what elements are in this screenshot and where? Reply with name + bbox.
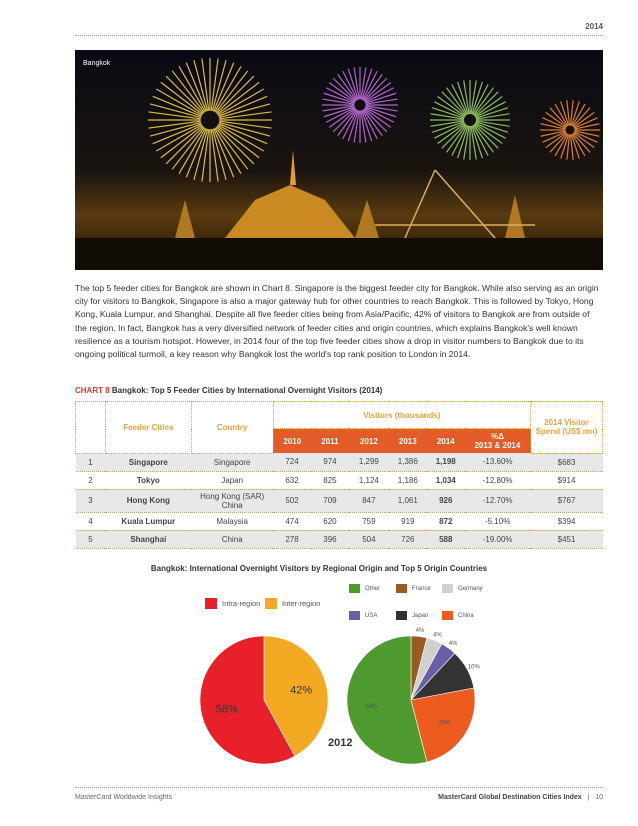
value-cell: 847 [349,489,389,512]
year-header: 2010 [273,429,311,454]
footer-divider [75,787,603,788]
value-cell: 1,186 [389,471,427,489]
value-cell: 1,299 [349,453,389,471]
legend-label: Other [365,585,381,592]
city-cell: Hong Kong [105,489,191,512]
photo-caption: Bangkok [83,60,111,67]
spend-cell: $394 [531,512,603,530]
chart8-label: CHART 8 [75,386,110,395]
page-number: 10 [595,794,603,801]
pie-value-label: 42% [290,684,313,697]
country-cell: Japan [191,471,273,489]
value-cell: 1,034 [427,471,465,489]
legend-label: China [458,612,474,619]
pct-cell: -19.00% [465,530,531,548]
value-cell: 278 [273,530,311,548]
pie-year-label: 2012 [328,737,353,749]
visitors-header: Visitors (thousands) [273,402,531,429]
chart8-title-text: Bangkok: Top 5 Feeder Cities by International Overnight Visitors (2014) [111,386,383,395]
pie-value-label: 58% [215,703,238,716]
pie-value-label: 24% [438,720,451,727]
value-cell: 919 [389,512,427,530]
feeder-cities-header: Feeder Cities [105,402,191,454]
year-header: 2012 [349,429,389,454]
pct-cell: -5.10% [465,512,531,530]
value-cell: 1,198 [427,453,465,471]
legend-label: France [412,585,431,592]
pct-cell: -12.70% [465,489,531,512]
value-cell: 1,124 [349,471,389,489]
footer-left: MasterCard Worldwide Insights [75,794,173,801]
legend-label: Intra-region [222,599,261,608]
value-cell: 474 [273,512,311,530]
value-cell: 709 [311,489,349,512]
value-cell: 724 [273,453,311,471]
pie-value-label: 4% [415,627,425,634]
legend-label: USA [365,612,378,619]
spend-cell: $767 [531,489,603,512]
regional-origin-pie [200,636,328,764]
value-cell: 1,061 [389,489,427,512]
value-cell: 1,386 [389,453,427,471]
city-cell: Shanghai [105,530,191,548]
body-paragraph: The top 5 feeder cities for Bangkok are shown in Chart 8. Singapore is the biggest feeder city for Bangkok. While also serving as an origin city for visitors to Bangkok, Singapore is also a major gateway hub for other countries to reach Bangkok. This is followed by Tokyo, Hong Kong, Kuala Lumpur, and Shanghai. Despite all five feeder cities being from Asia/Pacific, 42% of visitors to Bangkok are from outside of the region. In fact, Bangkok has a very diversified network of feeder cities and origin countries, which explains Bangkok's well known resilience as a tourism hotspot. However, in 2014 four of the top five feeder cities show a drop in visitor numbers to Bangkok due to its ongoing political turmoil, a key reason why Bangkok lost the world's top rank position to London in 2014. [75,283,599,360]
spend-cell: $451 [531,530,603,548]
country-cell: China [191,530,273,548]
country-cell: Singapore [191,453,273,471]
rank-cell: 4 [76,512,106,530]
origin-countries-pie [347,628,480,764]
pie-value-label: 4% [433,632,442,639]
spend-cell: $914 [531,471,603,489]
rank-cell: 2 [76,471,106,489]
country-cell: Malaysia [191,512,273,530]
value-cell: 825 [311,471,349,489]
value-cell: 926 [427,489,465,512]
pct-change-header-line2: 2013 & 2014 [474,441,521,450]
value-cell: 726 [389,530,427,548]
legend-label: Inter-region [282,599,321,608]
pie-value-label: 10% [467,664,480,671]
value-cell: 588 [427,530,465,548]
city-cell: Kuala Lumpur [105,512,191,530]
rank-cell: 5 [76,530,106,548]
footer-separator: | [587,794,590,801]
pie-value-label: 54% [365,703,378,710]
country-line: China [221,500,243,510]
rank-cell: 3 [76,489,106,512]
pct-change-header-line1: %Δ [490,432,504,441]
spend-cell: $683 [531,453,603,471]
year-header: 2013 [389,429,427,454]
footer-right [438,794,603,801]
pct-cell: -12.80% [465,471,531,489]
city-cell: Tokyo [105,471,191,489]
rank-cell: 1 [76,453,106,471]
city-cell: Singapore [105,453,191,471]
value-cell: 502 [273,489,311,512]
value-cell: 872 [427,512,465,530]
spend-header: 2014 Visitor Spend (US$ mn) [531,402,603,454]
legend-label: Japan [412,612,429,619]
legend-label: Germany [458,585,483,592]
country-line: Hong Kong (SAR) [200,491,265,501]
pct-cell: -13.60% [465,453,531,471]
value-cell: 396 [311,530,349,548]
pie-section-title: Bangkok: International Overnight Visitors by Regional Origin and Top 5 Origin Countries [150,564,488,573]
footer-title: MasterCard Global Destination Cities Index [438,794,582,801]
value-cell: 620 [311,512,349,530]
value-cell: 759 [349,512,389,530]
year-header: 2011 [311,429,349,454]
value-cell: 974 [311,453,349,471]
header-year: 2014 [585,22,603,31]
pie-value-label: 4% [448,641,458,648]
value-cell: 504 [349,530,389,548]
value-cell: 632 [273,471,311,489]
year-header: 2014 [427,429,465,454]
country-header: Country [191,402,273,454]
